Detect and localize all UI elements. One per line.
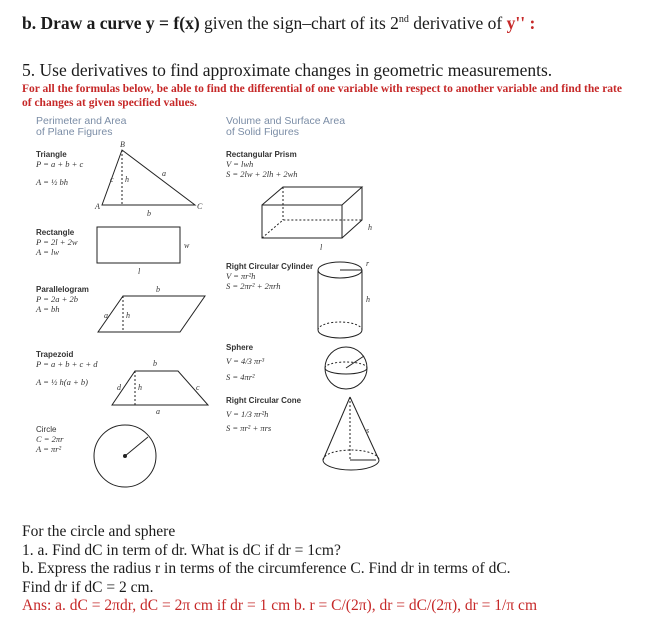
- heading-mid: given the sign–chart of its 2: [199, 13, 399, 33]
- circle-circumference: C = 2πr: [36, 434, 64, 444]
- label-rectangle-l: l: [138, 267, 141, 276]
- cone-left: [323, 397, 350, 460]
- triangle-label: Triangle: [36, 150, 67, 159]
- cone-base-front: [323, 460, 379, 470]
- question-1a: 1. a. Find dC in term of dr. What is dC if dr = 1cm?: [22, 541, 341, 559]
- heading-tail: derivative of: [408, 13, 507, 33]
- trapezoid-shape: [112, 371, 208, 405]
- cylinder-volume: V = πr²h: [226, 271, 256, 281]
- sphere-equator-front: [325, 368, 367, 374]
- sphere-label: Sphere: [226, 343, 254, 352]
- cone-base-back: [323, 450, 379, 460]
- label-triangle-b: b: [147, 209, 151, 218]
- trapezoid-area: A = ½ h(a + b): [36, 377, 88, 387]
- plane-title-line2: of Plane Figures: [36, 126, 113, 138]
- sphere-equator-back: [325, 362, 367, 368]
- prism-label: Rectangular Prism: [226, 150, 297, 159]
- plane-title-line1: Perimeter and Area: [36, 115, 127, 127]
- circle-area: A = πr²: [36, 444, 62, 454]
- cylinder-label: Right Circular Cylinder: [226, 262, 314, 271]
- label-parallelogram-a: a: [104, 311, 108, 320]
- section-5-heading: 5. Use derivatives to find approximate changes in geometric measurements.: [22, 60, 553, 80]
- triangle-area: A = ½ bh: [36, 177, 69, 187]
- label-cylinder-h: h: [366, 295, 370, 304]
- prism-surface: S = 2lw + 2lh + 2wh: [226, 169, 298, 179]
- heading-bold: b. Draw a curve y = f(x): [22, 13, 200, 33]
- rectangle-shape: [97, 227, 180, 263]
- parallelogram-area: A = bh: [36, 304, 60, 314]
- trapezoid-label: Trapezoid: [36, 350, 74, 359]
- label-trapezoid-b: b: [153, 359, 157, 368]
- cone-volume: V = 1/3 πr²h: [226, 409, 269, 419]
- label-triangle-C: C: [197, 202, 203, 211]
- parallelogram-label: Parallelogram: [36, 285, 89, 294]
- label-trapezoid-d: d: [117, 383, 121, 392]
- prism-volume: V = lwh: [226, 159, 254, 169]
- label-trapezoid-a: a: [156, 407, 160, 416]
- label-cylinder-r: r: [366, 259, 370, 268]
- solid-title-line1: Volume and Surface Area: [226, 115, 346, 127]
- label-triangle-A: A: [95, 202, 100, 211]
- prism-top: [262, 187, 362, 205]
- question-1b: b. Express the radius r in terms of the circumference C. Find dr in terms of dC.: [22, 560, 511, 577]
- label-rectangle-w: w: [184, 241, 190, 250]
- cone-surface: S = πr² + πrs: [226, 423, 272, 433]
- solid-title-line2: of Solid Figures: [226, 126, 299, 138]
- label-triangle-c: c: [110, 175, 114, 184]
- label-prism-l: l: [320, 243, 323, 252]
- label-triangle-h: h: [125, 175, 129, 184]
- cone-right: [350, 397, 379, 460]
- sphere-surface: S = 4πr²: [226, 372, 255, 382]
- sphere-volume: V = 4/3 πr³: [226, 356, 265, 366]
- label-triangle-B: B: [120, 140, 125, 149]
- label-cone-s: s: [366, 426, 370, 435]
- question-1b-cont: Find dr if dC = 2 cm.: [22, 578, 154, 596]
- circle-sphere-questions: [22, 523, 662, 616]
- rectangle-label: Rectangle: [36, 228, 75, 237]
- rectangle-perimeter: P = 2l + 2w: [36, 237, 78, 247]
- label-parallelogram-b: b: [156, 285, 160, 294]
- circle-label: Circle: [36, 425, 57, 434]
- triangle-perimeter: P = a + b + c: [36, 159, 84, 169]
- trapezoid-perimeter: P = a + b + c + d: [36, 359, 98, 369]
- rectangle-area: A = lw: [36, 247, 60, 257]
- question-intro: For the circle and sphere: [22, 523, 176, 540]
- triangle-shape: [102, 150, 195, 205]
- parallelogram-perimeter: P = 2a + 2b: [36, 294, 79, 304]
- label-prism-h: h: [368, 223, 372, 232]
- circle-radius: [125, 437, 148, 456]
- heading-sup: nd: [398, 14, 409, 26]
- prism-side: [342, 187, 362, 238]
- label-trapezoid-c: c: [196, 383, 200, 392]
- answer-text: Ans: a. dC = 2πdr, dC = 2π cm if dr = 1 cm b. r = C/(2π), dr = dC/(2π), dr = 1/π cm: [22, 597, 537, 614]
- circle-center: [124, 455, 127, 458]
- prism-front: [262, 205, 342, 238]
- cylinder-bottom-back: [318, 322, 362, 330]
- cone-label: Right Circular Cone: [226, 396, 302, 405]
- instruction-note: For all the formulas below, be able to find the differential of one variable with respect to another variable and find the rate of changes at given specified values.: [22, 83, 622, 109]
- heading-red: y'' :: [506, 13, 536, 33]
- parallelogram-shape: [98, 296, 205, 332]
- label-triangle-a: a: [162, 169, 166, 178]
- label-trapezoid-h: h: [138, 383, 142, 392]
- prism-hidden-edges: [262, 220, 362, 238]
- cylinder-bottom-front: [318, 330, 362, 338]
- label-parallelogram-h: h: [126, 311, 130, 320]
- cylinder-surface: S = 2πr² + 2πrh: [226, 281, 281, 291]
